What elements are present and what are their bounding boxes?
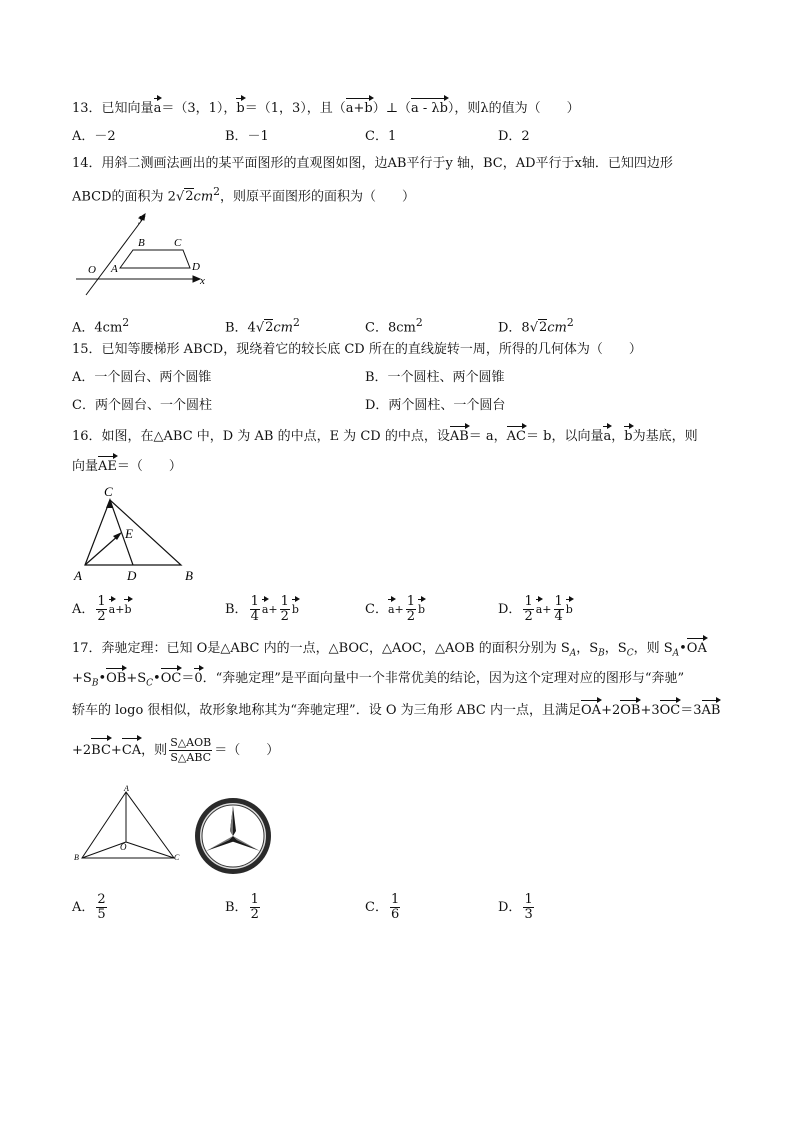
q14-option-a[interactable]: A．$4cm^2$ <box>72 316 130 336</box>
vector-ae-line <box>85 535 119 565</box>
q15-option-b[interactable]: B．一个圆柱、两个圆锥 <box>365 370 505 385</box>
q14-unit: cm <box>193 189 214 205</box>
label-x: x <box>200 275 205 287</box>
q13-b-value: ＝（1，3），且（ <box>244 101 346 116</box>
q17-option-a[interactable]: A． $\frac{2}{5}$ <box>72 892 106 922</box>
q13-option-a[interactable]: A．－2 <box>72 129 116 144</box>
trapezoid-abcd <box>120 250 190 268</box>
x-axis-arrow <box>193 276 200 282</box>
q16-stem-line2: 向量AE＝（ ） <box>72 459 182 474</box>
frac-numerator: S△AOB <box>170 736 212 749</box>
q17-option-c[interactable]: C． $\frac{1}{6}$ <box>365 892 400 922</box>
q13-tail: ），则λ的值为（ ） <box>447 101 580 116</box>
vector-diff: a - λb <box>410 101 448 116</box>
label-c: C <box>174 853 180 862</box>
label-o: O <box>120 842 127 852</box>
label-a: A <box>74 568 82 583</box>
mercedes-logo-icon <box>192 795 274 877</box>
vector-sum: a+b <box>345 101 373 116</box>
vector-b: b <box>236 101 245 116</box>
q17-stem-line2: $+S_B•OB+S_C•OC=0$．“奔驰定理”是平面向量中一个非常优美的结论，因为这个定理对应的图形与“奔驰” <box>72 671 685 689</box>
q13-perp: ）⊥（ <box>372 101 411 116</box>
q17-stem-line4: +2BC+CA，则 $\frac{\text{S△AOB}}{\text{S△ABC}}$ ＝（ ） <box>72 736 280 764</box>
q13-number: 13． <box>72 101 102 116</box>
q17-option-b[interactable]: B． $\frac{1}{2}$ <box>225 892 259 922</box>
vector-oc: OC <box>160 671 182 686</box>
label-c: C <box>174 237 182 249</box>
q14-stem-line2: ABCD的面积为 $2√2cm^2$，则原平面图形的面积为（ ） <box>72 185 416 205</box>
label-c: C <box>104 484 113 499</box>
q17-option-d[interactable]: D． $\frac{1}{3}$ <box>498 892 533 922</box>
vector-ac: AC <box>506 429 527 444</box>
q16-stem-line1: 16．如图，在△ABC 中，D 为 AB 的中点，E 为 CD 的中点，设AB＝ a，AC＝ b，以向量a，b为基底，则 <box>72 429 698 444</box>
q16-option-c[interactable]: C．a+ $\frac{1}{2}$ b <box>365 594 426 624</box>
q14-option-b[interactable]: B．$4√2cm^2$ <box>225 316 300 336</box>
q14-sqrt: 2 <box>185 189 194 205</box>
vector-a: a <box>153 101 162 116</box>
segment-oc <box>126 842 174 858</box>
vector-oa: OA <box>686 641 707 656</box>
label-b: B <box>138 237 145 249</box>
q13-option-c[interactable]: C．1 <box>365 129 397 144</box>
triangle-abc <box>82 792 174 858</box>
label-d: D <box>192 261 200 273</box>
vector-a-basis: a <box>603 429 612 444</box>
label-b: B <box>74 853 79 862</box>
q17-stem-line3: 轿车的 logo 很相似，故形象地称其为“奔驰定理”．设 O 为三角形 ABC 内一点，且满足OA+2OB+3OC＝3AB <box>72 703 721 718</box>
triangle-abc <box>85 500 181 565</box>
frac-denominator: S△ABC <box>170 751 212 764</box>
ac-arrow <box>106 498 113 508</box>
q16-option-d[interactable]: D． $\frac{1}{2}$ a+ $\frac{1}{4}$ b <box>498 594 573 624</box>
vector-ae: AE <box>98 459 117 474</box>
q16-option-b[interactable]: B． $\frac{1}{4}$ a+ $\frac{1}{2}$ b <box>225 594 299 624</box>
vector-ob: OB <box>106 671 127 686</box>
y-axis <box>86 216 145 295</box>
q13-option-b[interactable]: B．－1 <box>225 129 269 144</box>
q14-figure <box>70 208 220 300</box>
q13-option-d[interactable]: D．2 <box>498 129 530 144</box>
q15-stem: 15．已知等腰梯形 ABCD，现绕着它的较长底 CD 所在的直线旋转一周，所得的几何体为（ ） <box>72 342 642 357</box>
q13-prefix: 已知向量 <box>101 101 154 116</box>
label-a: A <box>124 784 129 793</box>
q13-a-value: ＝（3，1）， <box>161 101 237 116</box>
label-e: E <box>125 526 133 541</box>
vector-ab: AB <box>449 429 469 444</box>
q16-figure <box>70 484 205 584</box>
label-y: y <box>139 212 144 224</box>
q14-option-d[interactable]: D．$8√2cm^2$ <box>498 316 574 336</box>
q14-stem-line1: 14．用斜二测画法画出的某平面图形的直观图如图，边AB平行于y 轴，BC，AD平行于x轴．已知四边形 <box>72 156 673 171</box>
zero-vector: 0 <box>194 671 203 686</box>
label-b: B <box>185 568 193 583</box>
q13-stem <box>72 100 580 118</box>
q14-question: ，则原平面图形的面积为（ ） <box>220 189 416 205</box>
q15-option-a[interactable]: A．一个圆台、两个圆锥 <box>72 370 212 385</box>
label-o: O <box>88 264 96 276</box>
label-a: A <box>111 263 118 275</box>
q16-option-a[interactable]: A． $\frac{1}{2}$ a+b <box>72 594 132 624</box>
q14-option-c[interactable]: C．$8cm^2$ <box>365 316 423 336</box>
q14-area-text: ABCD的面积为 2 <box>72 189 176 205</box>
q17-stem-line1: 17．奔驰定理：已知 O是△ABC 内的一点，△BOC，△AOC，△AOB 的面积分别为 $S_A$，$S_B$，$S_C$，则 $S_A•OA$ <box>72 641 707 659</box>
vector-b-basis: b <box>624 429 633 444</box>
q15-option-d[interactable]: D．两个圆柱、一个圆台 <box>365 398 506 413</box>
label-d: D <box>127 568 137 583</box>
q17-triangle-figure <box>70 784 185 866</box>
q15-option-c[interactable]: C．两个圆台、一个圆柱 <box>72 398 212 413</box>
